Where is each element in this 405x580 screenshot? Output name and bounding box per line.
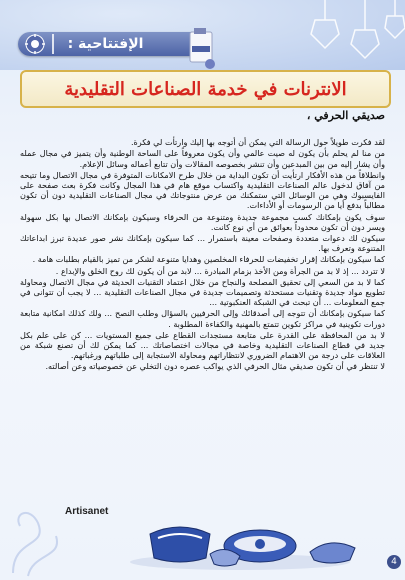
gear-icon bbox=[24, 33, 46, 55]
paragraph: لا تنتظر في أن تكون صديقي مثال الحرفي الذي يواكب عصره دون التخلي عن خصوصياته وعن أصالته. bbox=[45, 361, 385, 372]
paragraph: من منا لم يحلم بأن يكون له صيت عالمي وأن يكون معروفاً على الساحة الوطنية وأن يتميز في مجال عمله وأن يشار إليه من بين المبدعين وأن تنشر بخصوصه المقالات وأن تتابع أعماله وسائل الإعلام. bbox=[20, 148, 385, 169]
paragraph: سوف يكون بإمكانك كسب مجموعة جديدة ومتنوعة من الحرفاء وسيكون بإمكانك الاتصال بها بكل سهولة ويسر دون أن تكون محدوداً بعوائق من أي نوع كانت. bbox=[20, 211, 385, 232]
article-title-text: الانترنات في خدمة الصناعات التقليدية bbox=[64, 78, 347, 100]
paragraph: كما لا بد من السعي إلى تحقيق المصلحة والنجاح من خلال اعتماد التقنيات الحديثة في مجال الاتصال ومحاولة تطويع مواد جديدة وتقنيات مستحدثة وتصميمات جديدة في مجال الصناعات التقليدية ... لا يجب أن تتوانى في جمع المعلومات ... أن تبحث في الشبكة العنكبوتية ... bbox=[20, 276, 385, 308]
paragraph: كما سيكون بإمكانك إقرار تخفيضات للحرفاء المخلصين وهدايا متنوعة لشكر من تميز بالقيام بطلبات هامة . bbox=[32, 254, 385, 265]
section-label: الإفتتاحية : bbox=[67, 36, 144, 52]
salutation: صديقي الحرفي ، bbox=[306, 109, 385, 122]
paragraph: لقد فكرت طويلاً حول الرسالة التي يمكن أن أتوجه بها إليك وارتأت لي فكرة. bbox=[130, 137, 385, 148]
paragraph: لا بد من المحافظة على القدرة على متابعة مستجدات القطاع على جميع المستويات ... كن على علم بكل جديد في قطاع الصناعات التقليدية وخاصة في مجالات اختصاصاتك ... كما يمكن لك أن تصنع شبكة من العلاقات على درجة من الاهتمام الضروري لانتظاراتهم ومحاولة الاستجابة إلى طلباتهم ورغباتهم. bbox=[20, 329, 385, 361]
pottery-image bbox=[110, 514, 380, 572]
article-body bbox=[20, 111, 385, 373]
brand-name: Artisanet bbox=[65, 506, 109, 517]
article-title bbox=[20, 70, 391, 108]
paint-tube-icon bbox=[186, 24, 220, 70]
page-number: 4 bbox=[387, 555, 401, 569]
paragraph: وانطلاقاً من هذه الأفكار ارتأيت أن تكون البداية من خلال طرح الامكانات المتوفرة في مجال الاتصال وما تتيحه من آفاق لدخول عالم الصناعات التقليدية واكتساب موقع هام في هذا المجال وكانت فكرة بعث صفحة على الفايسبوك وهي من الوسائل التي ستمكنك من عرض منتوجاتك في مجال الصناعات التقليدية دون أن تكون مطالباً بدفع أيا من الرسومات أو الأداءات. bbox=[20, 169, 385, 211]
paragraph: لا تتردد ... إذ لا بد من الجرأة ومن الأخذ بزمام المبادرة ... لابد من أن يكون لك روح الخلق والإبداع . bbox=[55, 265, 385, 276]
tab-divider bbox=[52, 34, 54, 54]
paragraph: سيكون لك دعوات متعددة وصفحات معينة باستمرار ... كما سيكون بإمكانك نشر صور عديدة تبرز ابداعاتك المتنوعة وتعرف بها. bbox=[20, 233, 385, 254]
decorative-flourish-icon bbox=[8, 498, 68, 578]
lantern-icon bbox=[285, 0, 405, 80]
paragraph: كما سيكون بإمكانك أن تتوجه إلى أصدقائك وإلى الحرفيين بالسؤال وطلب النصح ... ولك كذلك امكانية متابعة دورات تكوينية في مراكز تكوين تتمتع بالمهنية والكفاءة المطلوبة . bbox=[20, 308, 385, 329]
